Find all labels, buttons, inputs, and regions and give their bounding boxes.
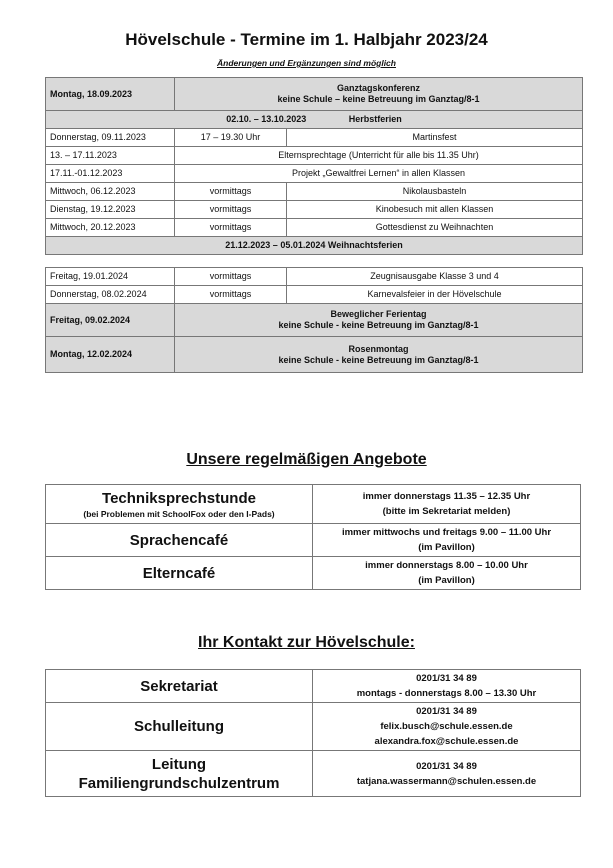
- event-cell: Gottesdienst zu Weihnachten: [287, 219, 583, 237]
- date-cell: 17.11.-01.12.2023: [46, 165, 175, 183]
- event-cell: [175, 78, 583, 111]
- table-row: [46, 337, 583, 373]
- table-row: [46, 129, 583, 147]
- time-cell: vormittags: [175, 268, 287, 286]
- schedule-table-first: [45, 77, 583, 255]
- date-cell: Montag, 12.02.2024: [46, 337, 175, 373]
- offer-location: (im Pavillon): [418, 575, 475, 586]
- event-title: Rosenmontag: [348, 343, 409, 354]
- holiday-cell: 21.12.2023 – 05.01.2024 Weihnachtsferien: [46, 237, 583, 255]
- page-title: Hövelschule - Termine im 1. Halbjahr 2023/24: [125, 30, 488, 49]
- table-row: [46, 557, 581, 590]
- date-cell: Freitag, 19.01.2024: [46, 268, 175, 286]
- event-note: keine Schule - keine Betreuung im Ganztag/8-1: [278, 354, 479, 365]
- offers-table: [45, 484, 581, 590]
- table-row: [46, 268, 583, 286]
- offers-heading: Unsere regelmäßigen Angebote: [186, 451, 427, 468]
- event-cell: Projekt „Gewaltfrei Lernen“ in allen Klassen: [175, 165, 583, 183]
- table-row: [46, 78, 583, 111]
- offer-name: Elterncafé: [142, 564, 216, 582]
- time-cell: vormittags: [175, 286, 287, 304]
- date-cell: Mittwoch, 20.12.2023: [46, 219, 175, 237]
- offer-time: immer donnerstags 8.00 – 10.00 Uhr: [365, 560, 528, 571]
- table-row: [46, 237, 583, 255]
- date-cell: Dienstag, 19.12.2023: [46, 201, 175, 219]
- contact-hours: montags - donnerstags 8.00 – 13.30 Uhr: [356, 688, 537, 699]
- event-cell: Karnevalsfeier in der Hövelschule: [287, 286, 583, 304]
- event-title: Beweglicher Ferientag: [330, 309, 427, 319]
- date-cell: Freitag, 09.02.2024: [46, 304, 175, 337]
- contact-name-cell: [46, 751, 313, 797]
- contact-heading: Ihr Kontakt zur Hövelschule:: [198, 634, 415, 651]
- time-cell: vormittags: [175, 183, 287, 201]
- contact-phone: 0201/31 34 89: [416, 706, 477, 717]
- table-row: [46, 286, 583, 304]
- offer-location: (im Pavillon): [418, 542, 475, 553]
- table-row: [46, 147, 583, 165]
- offer-time: immer mittwochs und freitags 9.00 – 11.00 Uhr: [341, 527, 552, 538]
- contact-info-cell: [313, 703, 581, 751]
- contact-email: alexandra.fox@schule.essen.de: [374, 736, 519, 747]
- table-row: [46, 304, 583, 337]
- contact-name-cell: [46, 670, 313, 703]
- time-cell: vormittags: [175, 201, 287, 219]
- page-subtitle: Änderungen und Ergänzungen sind möglich: [217, 58, 396, 68]
- offer-note: (bei Problemen mit SchoolFox oder den I-Pads): [83, 508, 275, 519]
- event-cell: Elternsprechtage (Unterricht für alle bis 11.35 Uhr): [175, 147, 583, 165]
- event-cell: Martinsfest: [287, 129, 583, 147]
- table-row: [46, 111, 583, 129]
- table-row: [46, 201, 583, 219]
- contact-email: felix.busch@schule.essen.de: [380, 721, 513, 732]
- offer-info-cell: [313, 557, 581, 590]
- contact-phone: 0201/31 34 89: [416, 673, 477, 684]
- contact-name-cell: [46, 703, 313, 751]
- table-row: [46, 751, 581, 797]
- date-cell: 13. – 17.11.2023: [46, 147, 175, 165]
- date-cell: Donnerstag, 09.11.2023: [46, 129, 175, 147]
- event-title: Ganztagskonferenz: [336, 83, 421, 93]
- holiday-cell: 02.10. – 13.10.2023 Herbstferien: [46, 111, 583, 129]
- offer-location: (bitte im Sekretariat melden): [382, 506, 511, 517]
- contact-phone: 0201/31 34 89: [416, 760, 477, 772]
- offer-info-cell: [313, 524, 581, 557]
- event-cell: Zeugnisausgabe Klasse 3 und 4: [287, 268, 583, 286]
- contact-name: Schulleitung: [134, 718, 224, 735]
- table-row: [46, 183, 583, 201]
- table-row: [46, 485, 581, 524]
- date-cell: Montag, 18.09.2023: [46, 78, 175, 111]
- time-cell: vormittags: [175, 219, 287, 237]
- offer-info-cell: [313, 485, 581, 524]
- table-row: [46, 165, 583, 183]
- offer-name-cell: [46, 485, 313, 524]
- table-row: [46, 703, 581, 751]
- event-cell: [175, 304, 583, 337]
- contact-name: Leitung: [151, 755, 207, 773]
- date-cell: Donnerstag, 08.02.2024: [46, 286, 175, 304]
- table-row: [46, 219, 583, 237]
- offer-name: Techniksprechstunde: [102, 489, 256, 507]
- event-cell: [175, 337, 583, 373]
- event-cell: Nikolausbasteln: [287, 183, 583, 201]
- time-cell: 17 – 19.30 Uhr: [175, 129, 287, 147]
- offer-name: Sprachencafé: [129, 531, 229, 549]
- contact-table: [45, 669, 581, 797]
- offer-time: immer donnerstags 11.35 – 12.35 Uhr: [362, 491, 531, 502]
- event-note: keine Schule - keine Betreuung im Ganztag/8-1: [278, 320, 479, 330]
- event-note: keine Schule – keine Betreuung im Ganztag/8-1: [277, 94, 480, 104]
- event-cell: Kinobesuch mit allen Klassen: [287, 201, 583, 219]
- contact-name: Familiengrundschulzentrum: [78, 774, 280, 792]
- contact-name: Sekretariat: [140, 677, 218, 695]
- schedule-table-second: [45, 267, 583, 373]
- date-cell: Mittwoch, 06.12.2023: [46, 183, 175, 201]
- table-row: [46, 670, 581, 703]
- offer-name-cell: [46, 557, 313, 590]
- contact-info-cell: [313, 751, 581, 797]
- offer-name-cell: [46, 524, 313, 557]
- contact-info-cell: [313, 670, 581, 703]
- table-row: [46, 524, 581, 557]
- contact-email: tatjana.wassermann@schulen.essen.de: [356, 775, 537, 787]
